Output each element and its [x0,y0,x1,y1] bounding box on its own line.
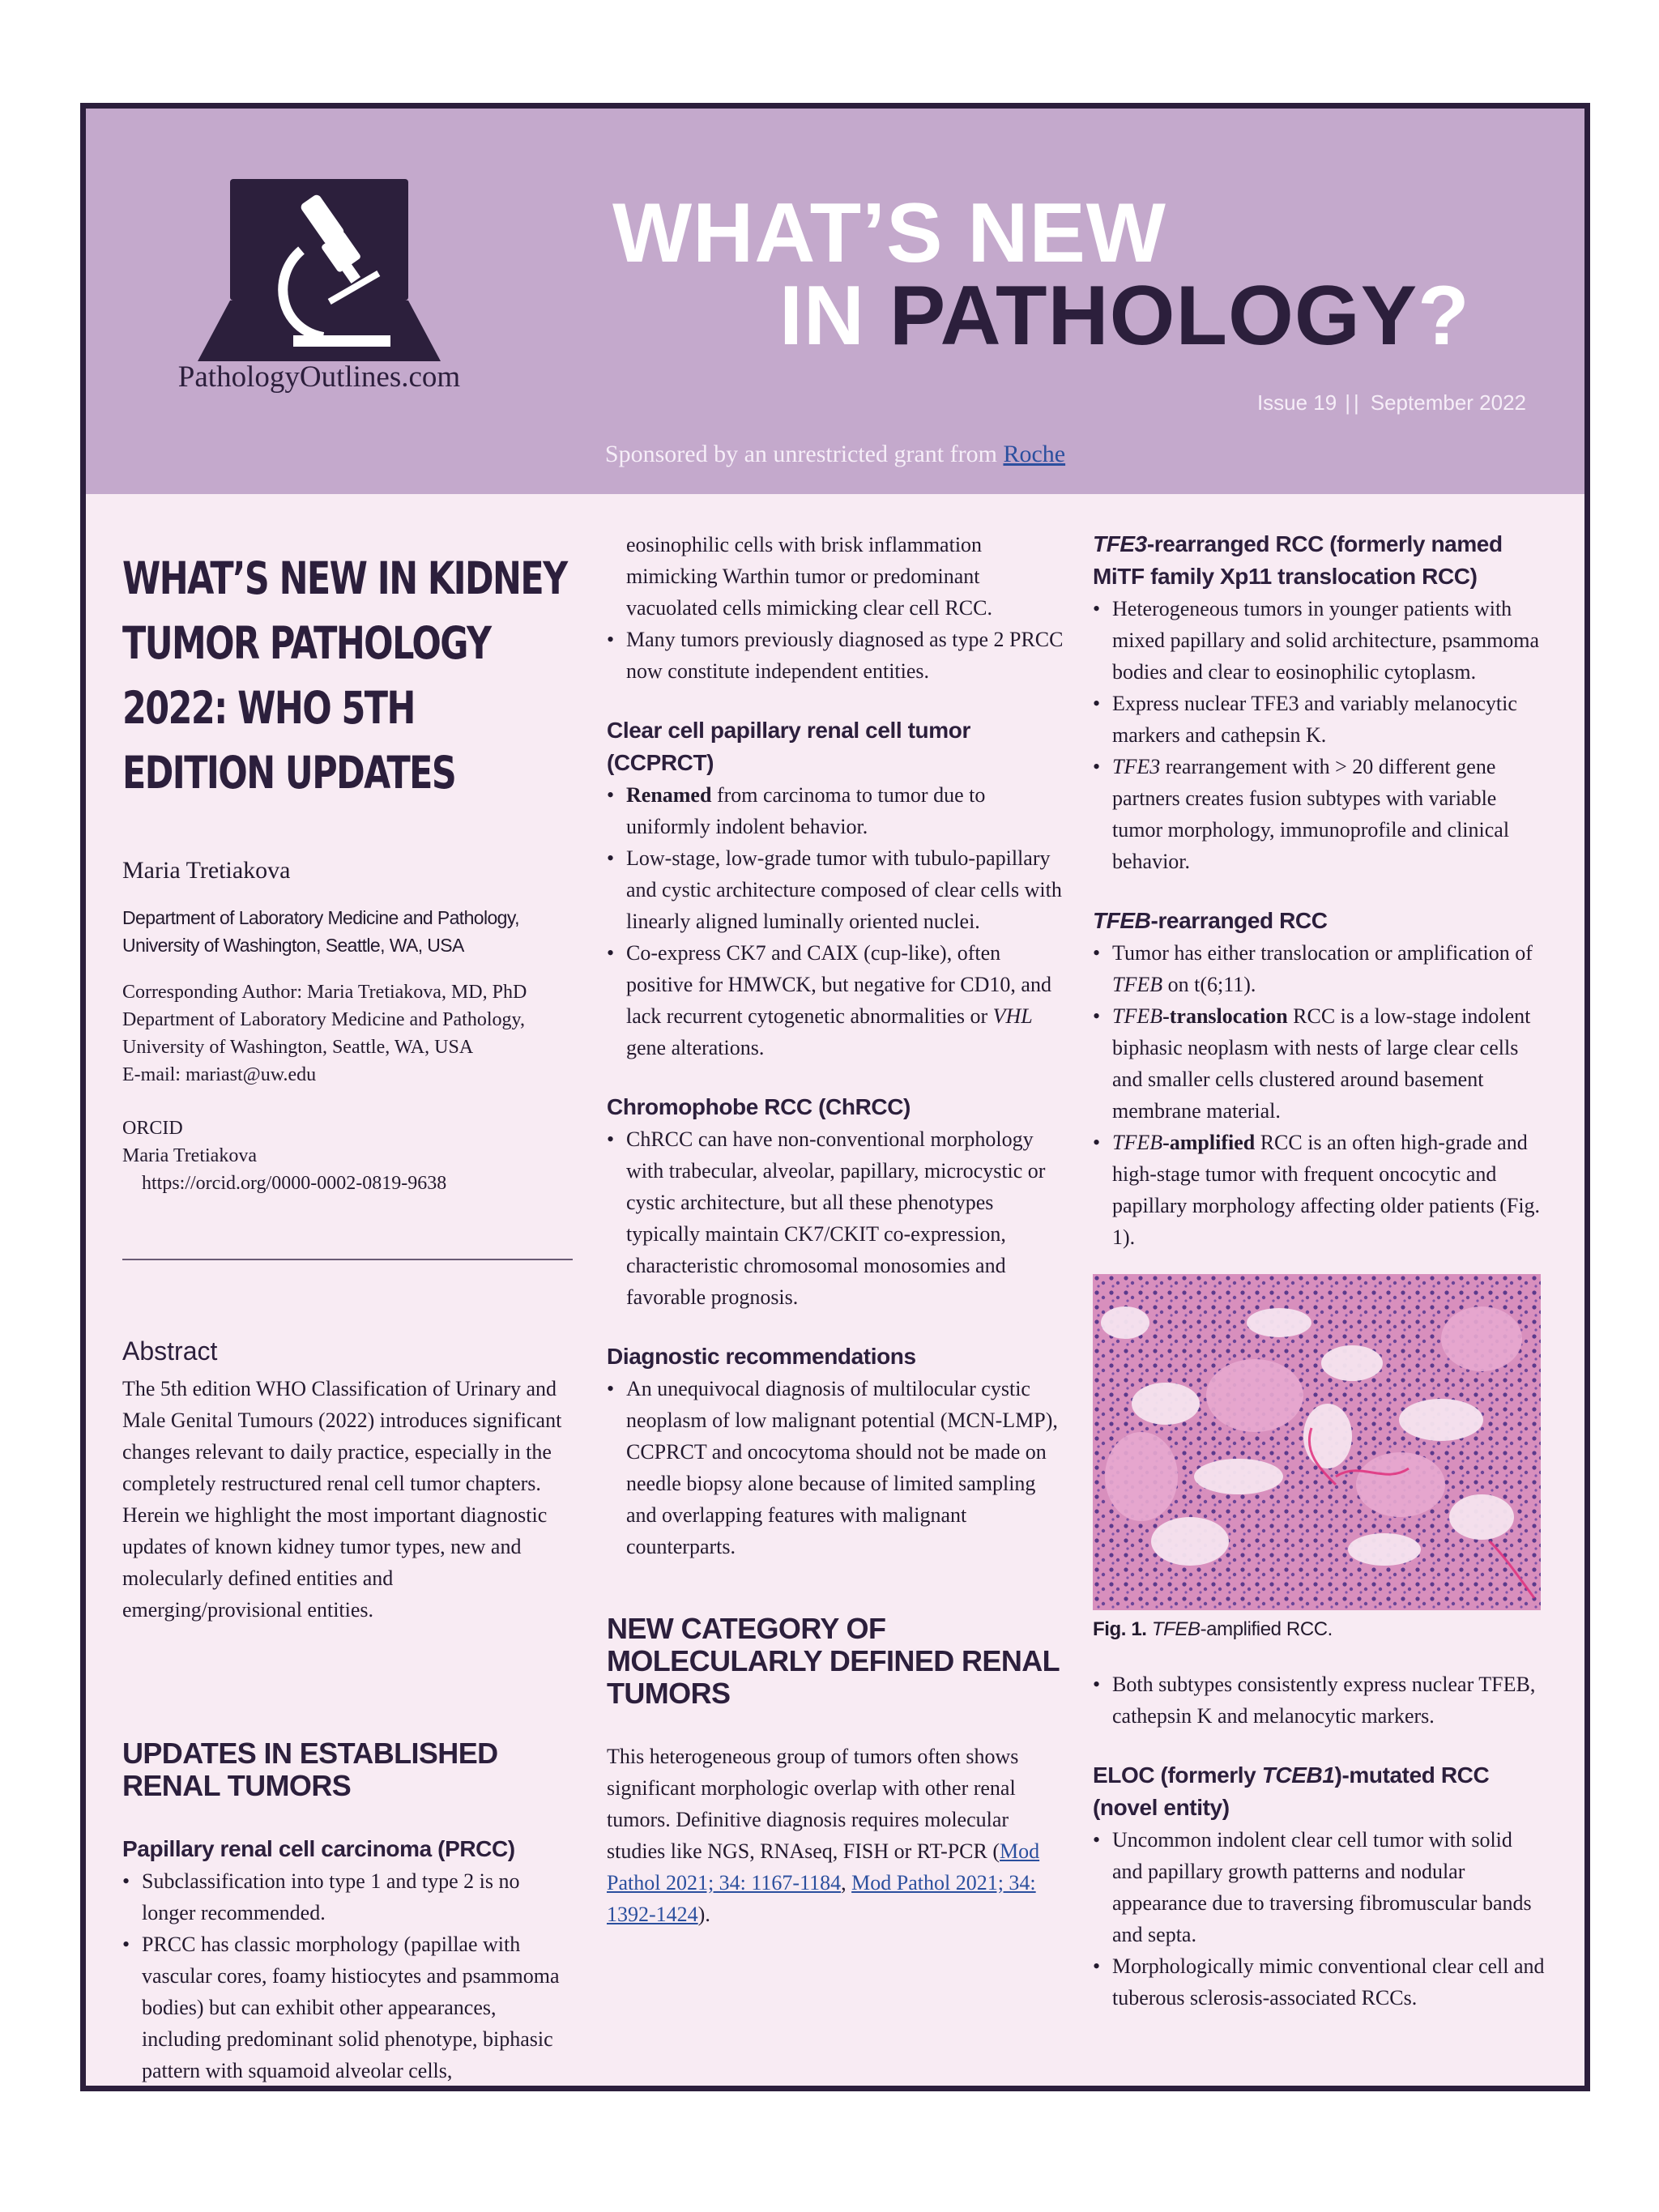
tfe3-list [1093,593,1546,877]
prcc-list-continued [607,529,1068,687]
eloc-list [1093,1824,1546,2014]
author-affiliation [122,904,576,959]
list-item: • An unequivocal diagnosis of multilocular cystic neoplasm of low malignant potential (MCN-LMP), CCPRCT and oncocytoma should not be made on needle biopsy alone because of limited sampling and overlapping features with malignant counterparts. [607,1373,1068,1562]
tfeb-list [1093,937,1546,1253]
list-item: • Morphologically mimic conventional clear cell and tuberous sclerosis-associated RCCs. [1093,1950,1546,2014]
new-category-paragraph [607,1741,1068,1930]
item-text: from carcinoma to tumor due to uniformly indolent behavior. [626,783,986,838]
eloc-heading [1093,1759,1546,1824]
issue-number: Issue 19 [1256,390,1337,415]
article-title: WHAT’S NEW IN KIDNEY TUMOR PATHOLOGY 2022: WHO 5TH EDITION UPDATES [122,552,567,799]
heading-text: -rearranged RCC (formerly named MiTF family Xp11 translocation RCC) [1093,531,1503,589]
figure-caption [1093,1618,1546,1641]
tfeb-heading [1093,905,1546,937]
orcid-label: ORCID [122,1118,183,1139]
list-item [1093,1127,1546,1253]
section-heading-new-category: NEW CATEGORY OF MOLECULARLY DEFINED RENAL TUMORS [607,1612,1060,1710]
corr-line: Corresponding Author: Maria Tretiakova, MD, PhD [122,982,527,1003]
sponsor-line [86,441,1584,468]
issue-info [1257,390,1526,416]
sponsor-link[interactable]: Roche [1003,441,1066,467]
gene-name: TFEB [1093,908,1151,933]
orcid-name: Maria Tretiakova [122,1145,257,1166]
newsletter-frame [80,103,1590,2091]
diagnostic-heading: Diagnostic recommendations [607,1344,916,1369]
issue-separator: || [1345,390,1363,415]
list-item [1093,1000,1546,1127]
histology-figure [1093,1274,1541,1610]
item-text: RCC is a low-stage indolent biphasic neoplasm with nests of large clear cells and smaller cells clustered around basement membrane material. [1112,1004,1531,1123]
section-heading-established: UPDATES IN ESTABLISHED RENAL TUMORS [122,1737,498,1802]
list-item: • Subclassification into type 1 and type 2 is no longer recommended. [122,1865,576,1929]
heading-text: ELOC (formerly [1093,1762,1262,1788]
list-item: • Uncommon indolent clear cell tumor with solid and papillary growth patterns and nodular appearance due to traversing fibromuscular bands and septa. [1093,1824,1546,1950]
bold-term: Renamed [626,783,712,807]
list-item: • Heterogeneous tumors in younger patients with mixed papillary and solid architecture, psammoma bodies and clear to eosinophilic cytoplasm. [1093,593,1546,688]
both-subtypes-list [1093,1669,1546,1732]
abstract-heading: Abstract [122,1336,218,1366]
list-item [1093,751,1546,877]
prcc-heading: Papillary renal cell carcinoma (PRCC) [122,1836,515,1861]
list-item: • Many tumors previously diagnosed as type 2 PRCC now constitute independent entities. [607,624,1068,687]
ccprct-heading: Clear cell papillary renal cell tumor (CCPRCT) [607,718,970,775]
list-item [1093,937,1546,1000]
paragraph-text: , [841,1871,852,1894]
affiliation-line: University of Washington, Seattle, WA, USA [122,935,464,956]
list-item: • Express nuclear TFE3 and variably melanocytic markers and cathepsin K. [1093,688,1546,751]
caption-text: -amplified RCC. [1200,1618,1333,1640]
corresponding-author [122,978,576,1089]
column-2 [607,529,1068,1930]
reference-link-1[interactable]: Mod Pathol 2021; 34: 1167-1184 [607,1839,1040,1894]
list-item: • Low-stage, low-grade tumor with tubulo-papillary and cystic architecture composed of clear cells with linearly aligned luminally oriented nuclei. [607,842,1068,937]
orcid-url: https://orcid.org/0000-0002-0819-9638 [142,1173,447,1194]
corr-email: E-mail: mariast@uw.edu [122,1064,317,1085]
heading-text: )-mutated RCC (novel entity) [1093,1762,1490,1820]
figure-label: Fig. 1. [1093,1618,1147,1640]
paragraph-text: ). [697,1903,710,1926]
header-banner [86,109,1584,494]
bold-term: -amplified [1162,1131,1256,1154]
divider [122,1259,573,1260]
diagnostic-list [607,1373,1068,1562]
gene-name: TFEB [1112,1131,1163,1154]
sponsor-text: Sponsored by an unrestricted grant from [604,441,1004,467]
item-text: on t(6;11). [1162,973,1256,996]
corr-line: Department of Laboratory Medicine and Pathology, [122,1009,525,1030]
gene-name: TCEB1 [1261,1762,1335,1788]
banner-title-line2 [779,268,1470,364]
banner-title-line1: WHAT’S NEW [612,186,1166,280]
column-3 [1093,528,1546,2014]
reference-link-2[interactable]: Mod Pathol 2021; 34: 1392-1424 [607,1871,1036,1926]
item-text: gene alterations. [626,1036,765,1059]
tfe3-heading [1093,528,1546,593]
list-item: • Both subtypes consistently express nuclear TFEB, cathepsin K and melanocytic markers. [1093,1669,1546,1732]
issue-date: September 2022 [1370,390,1526,415]
abstract-text: The 5th edition WHO Classification of Urinary and Male Genital Tumours (2022) introduces significant changes relevant to daily practice, especially in the completely restructured renal cell tumor chapters. Herein we highlight the most important diagnostic updates of known kidney tumor types, new and molecularly defined entities and emerging/provisional entities. [122,1377,562,1622]
gene-name: TFEB [1151,1618,1201,1640]
gene-name: TFEB [1112,1004,1163,1028]
affiliation-line: Department of Laboratory Medicine and Pathology, [122,907,519,928]
list-item [607,937,1068,1063]
list-item [607,779,1068,842]
corr-line: University of Washington, Seattle, WA, USA [122,1037,474,1058]
column-1 [122,514,576,2086]
title-in: IN [779,269,889,363]
item-text: Co-express CK7 and CAIX (cup-like), often positive for HMWCK, but negative for CD10, and lack recurrent cytogenetic abnormalities or [626,941,1051,1028]
list-item: • PRCC has classic morphology (papillae with vascular cores, foamy histiocytes and psammoma bodies) but can exhibit other appearances, including predominant solid phenotype, biphasic pattern with squamoid alveolar cells, [122,1929,576,2086]
gene-name: TFE3 [1093,531,1147,556]
heading-text: -rearranged RCC [1150,908,1328,933]
orcid-block [122,1115,576,1197]
item-text: RCC is an often high-grade and high-stage tumor with frequent oncocytic and papillary morphology affecting older patients (Fig. 1). [1112,1131,1541,1249]
chrcc-list [607,1123,1068,1313]
item-text: rearrangement with > 20 different gene partners creates fusion subtypes with variable tumor morphology, immunoprofile and clinical behavior. [1112,755,1510,873]
list-item-continued: eosinophilic cells with brisk inflammation mimicking Warthin tumor or predominant vacuolated cells mimicking clear cell RCC. [626,533,992,620]
bold-term: -translocation [1162,1004,1288,1028]
item-text: Tumor has either translocation or amplification of [1112,941,1533,965]
chrcc-heading: Chromophobe RCC (ChRCC) [607,1094,911,1119]
gene-name: TFE3 [1112,755,1161,778]
author-name: Maria Tretiakova [122,857,291,884]
logo-site-name: PathologyOutlines.com [177,360,461,394]
list-item: • ChRCC can have non-conventional morphology with trabecular, alveolar, papillary, microcystic or cystic architecture, but all these phenotypes typically maintain CK7/CKIT co-expression, characteristic chromosomal monosomies and favorable prognosis. [607,1123,1068,1313]
ccprct-list [607,779,1068,1063]
title-question: ? [1418,269,1470,363]
paragraph-text: This heterogeneous group of tumors often shows significant morphologic overlap with other renal tumors. Definitive diagnosis requires molecular studies like NGS, RNAseq, FISH or RT-PCR ( [607,1745,1019,1863]
title-pathology: PATHOLOGY [889,269,1418,363]
gene-name: TFEB [1112,973,1163,996]
prcc-list [122,1865,576,2086]
gene-name: VHL [992,1004,1033,1028]
